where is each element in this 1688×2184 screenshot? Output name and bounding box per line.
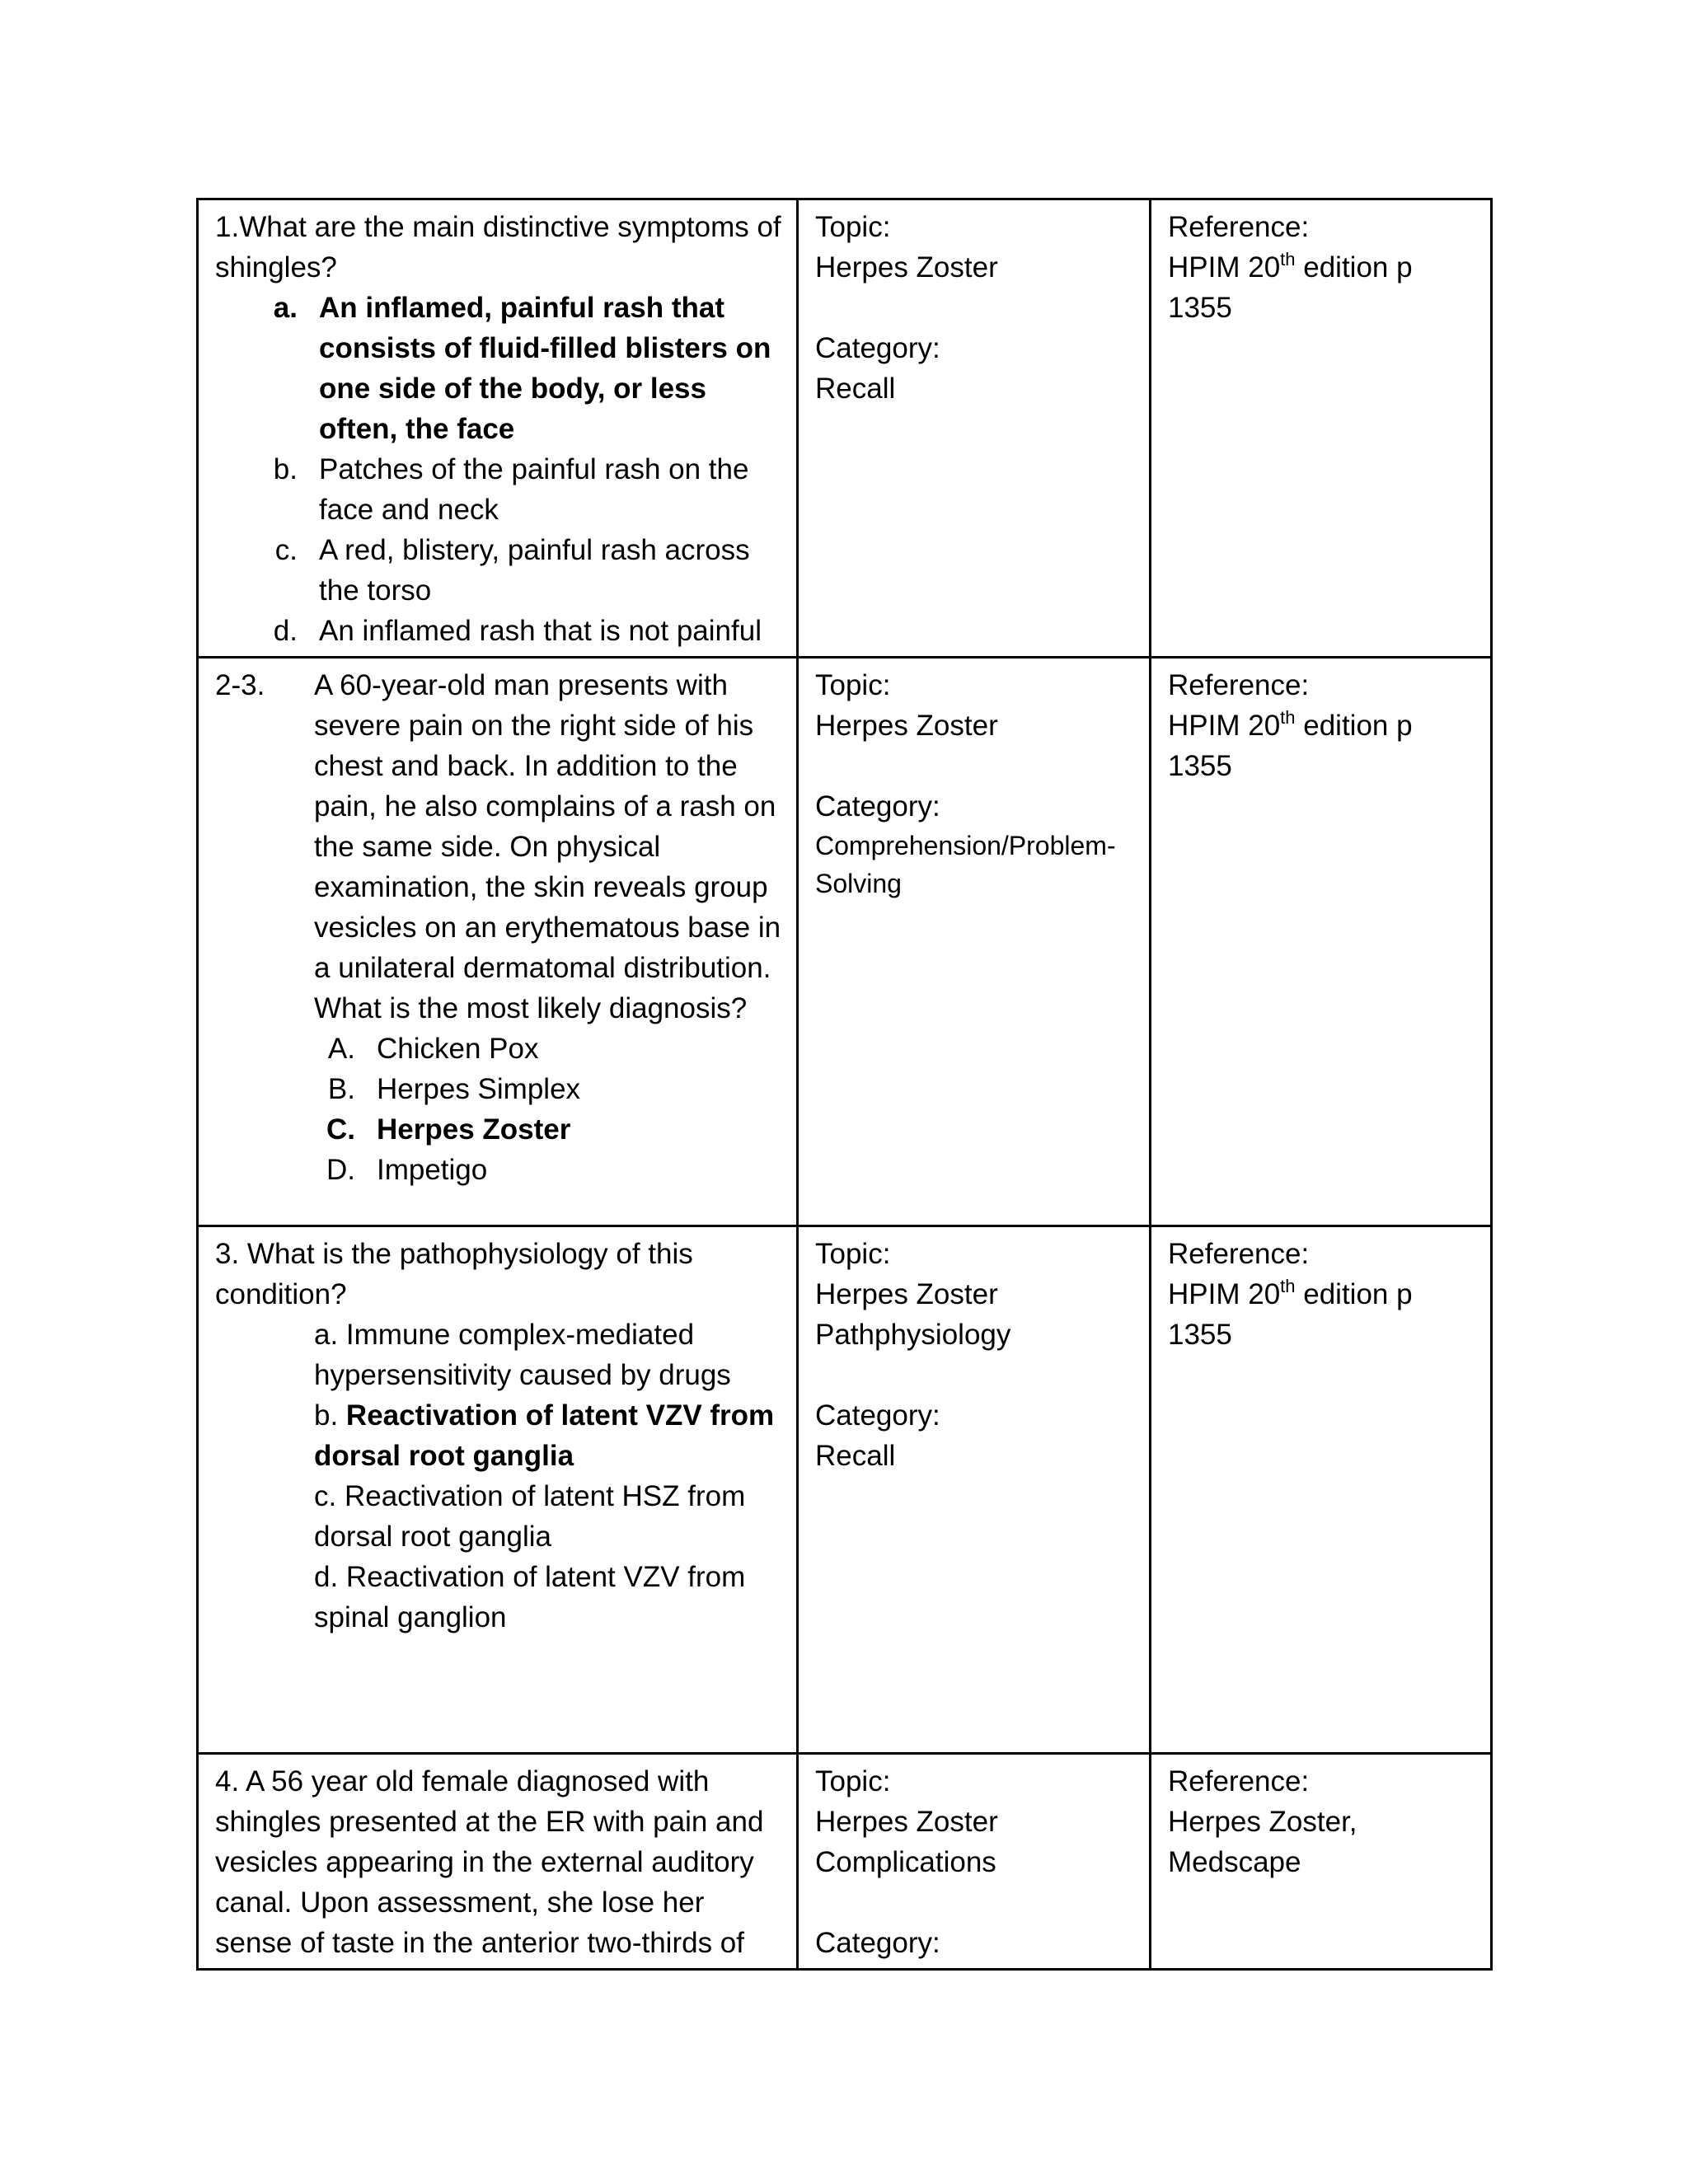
answer-option	[215, 611, 785, 651]
question-cell	[198, 199, 798, 658]
option-label: a.	[273, 292, 298, 324]
topic-label: Topic:	[815, 1238, 891, 1270]
topic-cell	[798, 1226, 1151, 1754]
reference-label: Reference:	[1168, 669, 1310, 701]
question-number: 2-3.	[215, 669, 265, 701]
answer-option	[215, 1557, 785, 1638]
topic-value: Herpes Zoster	[815, 710, 998, 742]
option-label: d.	[273, 615, 298, 647]
option-text: Patches of the painful rash on the face and neck	[319, 453, 749, 526]
option-label: b.	[273, 453, 298, 485]
option-text: An inflamed, painful rash that consists of fluid-filled blisters on one side of the body, or less often, the face	[319, 292, 771, 445]
option-label: A.	[327, 1033, 355, 1065]
option-prefix: b.	[314, 1399, 346, 1432]
answer-option	[215, 1395, 785, 1476]
category-value: Recall	[815, 373, 896, 405]
topic-cell	[798, 199, 1151, 658]
reference-value: HPIM 20th edition p 1355	[1168, 249, 1413, 324]
answer-option	[215, 1109, 785, 1150]
answer-option	[215, 530, 785, 611]
category-value: Recall	[815, 1440, 896, 1472]
option-label: D.	[326, 1154, 355, 1186]
topic-label: Topic:	[815, 211, 891, 243]
question-text: 4. A 56 year old female diagnosed with shingles presented at the ER with pain and vesicles appearing in the external auditory canal. Upon assessment, she lose her sense of taste in the anterior two-thirds of	[215, 1765, 764, 1959]
question-text: A 60-year-old man presents with severe pain on the right side of his chest and back. In addition to the pain, he also complains of a rash on the same side. On physical examination, the skin reveals group vesicles on an erythematous base in a unilateral dermatomal distribution. What is the most likely diagnosis?	[314, 669, 781, 1024]
answer-option	[215, 449, 785, 530]
question-table	[196, 198, 1493, 1971]
category-label: Category:	[815, 790, 940, 823]
option-text: Herpes Zoster	[377, 1113, 571, 1146]
reference-cell	[1151, 658, 1492, 1226]
option-text: Reactivation of latent VZV from dorsal root ganglia	[314, 1399, 775, 1472]
reference-cell	[1151, 199, 1492, 658]
question-cell	[198, 1754, 798, 1970]
topic-value: Herpes Zoster	[815, 1278, 998, 1310]
option-text: Chicken Pox	[377, 1033, 539, 1065]
question-cell	[198, 1226, 798, 1754]
answer-option	[215, 1315, 785, 1395]
reference-cell	[1151, 1226, 1492, 1754]
option-text: d. Reactivation of latent VZV from spinal ganglion	[314, 1561, 746, 1633]
option-text: Herpes Simplex	[377, 1073, 581, 1105]
answer-option	[215, 1476, 785, 1557]
option-label: C.	[326, 1113, 355, 1146]
option-text: An inflamed rash that is not painful	[319, 615, 762, 647]
reference-label: Reference:	[1168, 1238, 1310, 1270]
reference-value: HPIM 20th edition p 1355	[1168, 707, 1413, 782]
category-label: Category:	[815, 1927, 940, 1959]
category-value: Comprehension/Problem-Solving	[815, 831, 1116, 898]
option-label: c.	[274, 534, 298, 566]
option-label: B.	[327, 1073, 355, 1105]
option-text: c. Reactivation of latent HSZ from dorsal root ganglia	[314, 1480, 746, 1553]
table-row	[198, 658, 1492, 1226]
option-text: A red, blistery, painful rash across the torso	[319, 534, 750, 607]
table-row	[198, 199, 1492, 658]
reference-value: HPIM 20th edition p 1355	[1168, 1276, 1413, 1351]
topic-value: Herpes Zoster	[815, 1806, 998, 1838]
topic-value: Herpes Zoster	[815, 251, 998, 284]
reference-value: Herpes Zoster,	[1168, 1806, 1357, 1838]
topic-cell	[798, 1754, 1151, 1970]
option-text: Impetigo	[377, 1154, 488, 1186]
table-row	[198, 1754, 1492, 1970]
reference-label: Reference:	[1168, 1765, 1310, 1797]
question-text: 1.What are the main distinctive symptoms of shingles?	[215, 211, 781, 284]
reference-label: Reference:	[1168, 211, 1310, 243]
topic-value: Pathphysiology	[815, 1319, 1011, 1351]
answer-option	[215, 1150, 785, 1190]
topic-label: Topic:	[815, 1765, 891, 1797]
topic-value: Complications	[815, 1846, 996, 1878]
answer-option	[215, 288, 785, 449]
answer-option	[215, 1029, 785, 1069]
reference-value: Medscape	[1168, 1846, 1301, 1878]
topic-cell	[798, 658, 1151, 1226]
category-label: Category:	[815, 1399, 940, 1432]
table-row	[198, 1226, 1492, 1754]
topic-label: Topic:	[815, 669, 891, 701]
question-text: 3. What is the pathophysiology of this condition?	[215, 1238, 693, 1310]
category-label: Category:	[815, 332, 940, 364]
answer-option	[215, 1069, 785, 1109]
question-cell	[198, 658, 798, 1226]
reference-cell	[1151, 1754, 1492, 1970]
option-text: a. Immune complex-mediated hypersensitivity caused by drugs	[314, 1319, 731, 1391]
